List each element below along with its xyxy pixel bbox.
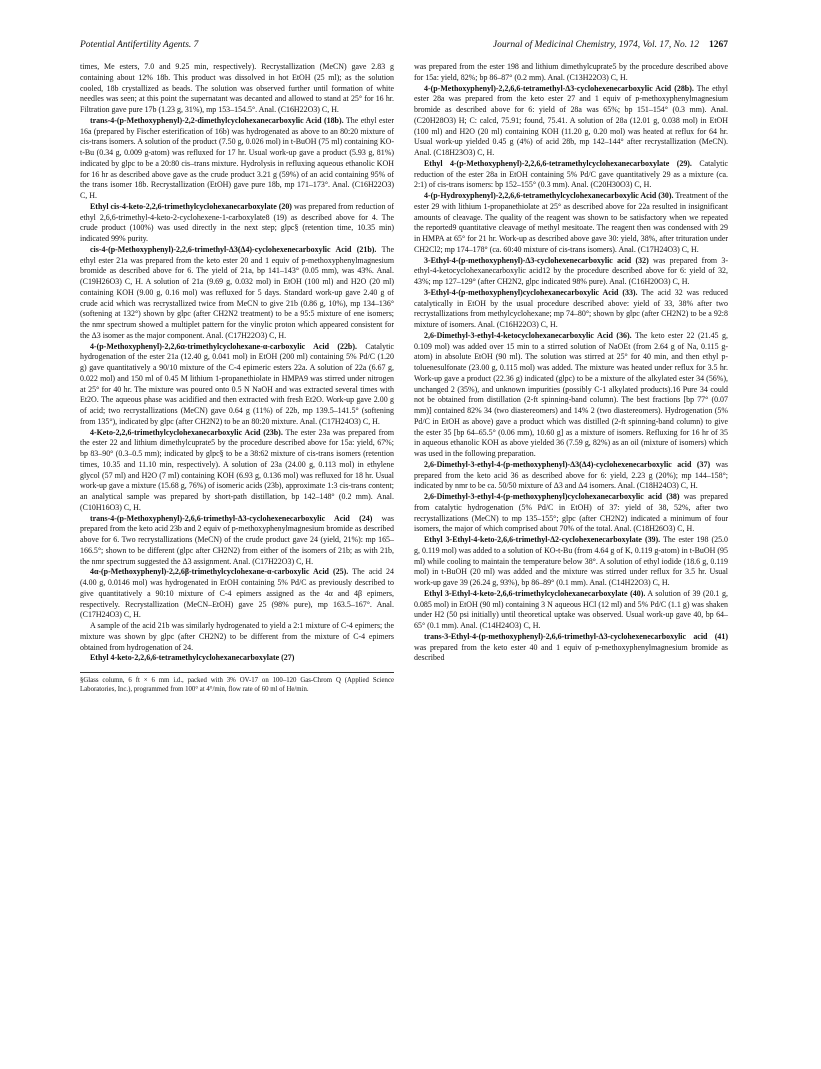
paragraph: Ethyl 3-Ethyl-4-keto-2,6,6-trimethylcyclohexanecarboxylate (40). A solution of 39 (20.1 g, 0.085 mol) in EtOH (90 ml) containing 3 N aqueous HCl (12 ml) and 5% Pd/C (1.1 g) was shaken under H2 (50 psi initially) until theoretical uptake was observed. Usual work-up gave 40, bp 64–65° (0.1 mm). Anal. (C14H24O3) C, H. — [414, 588, 728, 630]
page-number: 1267 — [709, 40, 728, 50]
compound-heading: Ethyl 3-Ethyl-4-keto-2,6,6-trimethylcyclohexanecarboxylate (40). — [424, 588, 646, 598]
compound-heading: trans-4-(p-Methoxyphenyl)-2,2-dimethylcyclohexanecarboxylic Acid (18b). — [90, 115, 344, 125]
compound-heading: Ethyl 4-(p-Methoxyphenyl)-2,2,6,6-tetramethylcyclohexanecarboxylate (29). — [424, 158, 692, 168]
compound-heading: 4-(p-Methoxyphenyl)-2,2,6α-trimethylcyclohexane-α-carboxylic Acid (22b). — [90, 341, 357, 351]
paragraph: trans-3-Ethyl-4-(p-methoxyphenyl)-2,6,6-trimethyl-Δ3-cyclohexenecarboxylic acid (41) was prepared from the keto ester 40 and 1 equiv of p-methoxyphenylmagnesium bromide as described — [414, 631, 728, 663]
paragraph: 3-Ethyl-4-(p-methoxyphenyl)-Δ3-cyclohexenecarboxylic acid (32) was prepared from 3-ethyl-4-ketocyclohexanecarboxylic acid12 by the procedure described above for 6: yield of 32, 43%; mp 127–129° (after CH2N2, glpc indicated 98% pure). Anal. (C16H20O3) C, H. — [414, 255, 728, 286]
paragraph: trans-4-(p-Methoxyphenyl)-2,6,6-trimethyl-Δ3-cyclohexenecarboxylic Acid (24) was prepared from the keto acid 23b and 2 equiv of p-methoxyphenylmagnesium bromide as described above for 6. Two recrystallizations (MeCN) of the crude product gave 24 (yield, 21%): mp 165–166.5°; shown to be different (glpc after CH2N2) from either of the isomers of 21b; as with 21b, the nmr spectrum suggested the Δ3 assignment. Anal. (C17H22O3) C, H. — [80, 513, 395, 566]
paragraph: 4-(p-Methoxyphenyl)-2,2,6α-trimethylcyclohexane-α-carboxylic Acid (22b). Catalytic hydrogenation of the ester 21a (12.40 g, 0.041 mol) in EtOH (200 ml) containing 5% Pd/C (1.20 g) gave quantitatively a 90/10 mixture of the C-4 epimeric esters 22a. A solution of 22a (6.67 g, 0.022 mol) and 150 ml of 0.45 M lithium 1-propanethiolate in HMPA9 was stirred under nitrogen at 25° for 40 hr. The mixture was poured onto 0.5 N NaOH and was extracted several times with Et2O. The aqueous phase was acidified and then extracted with fresh Et2O. Work-up gave 2.00 g of acid; two recrystallizations (MeCN) gave 0.64 g (11%) of 22b, mp 139.5–141.5° (softening from 135°), indicated by glpc (after CH2N2) to be an 80:20 mixture. Anal. (C17H24O3) C, H. — [80, 341, 394, 426]
paragraph: cis-4-(p-Methoxyphenyl)-2,2,6-trimethyl-Δ3(Δ4)-cyclohexenecarboxylic Acid (21b). The ethyl ester 21a was prepared from the keto ester 20 and 1 equiv of p-methoxyphenylmagnesium bromide as described above for 6. The yield of 21a, bp 141–143° (0.05 mm), was 43%. Anal. (C19H26O3) C, H. A solution of 21a (9.69 g, 0.032 mol) in EtOH (100 ml) and H2O (20 ml) containing KOH (9.00 g, 0.16 mol) was refluxed for 5 days. Standard work-up gave 2.40 g of crude acid which was recrystallized twice from MeCN to give 21b (0.86 g, 10%), mp 134–136° (softening at 132°) shown by glpc (after CH2N2 treatment) to be a 95:5 mixture of ene isomers; the nmr spectrum showed a multiplet pattern for the vinylic proton which appeared consistent for the Δ3 isomer as the major component. Anal. (C17H22O3) C, H. — [80, 244, 394, 340]
compound-heading: 2,6-Dimethyl-3-ethyl-4-(p-methoxyphenyl)cyclohexanecarboxylic acid (38) — [424, 492, 680, 501]
paragraph: times, Me esters, 7.0 and 9.25 min, respectively). Recrystallization (MeCN) gave 2.83 g containing about 12% 18b. This product was dissolved in hot EtOH (25 ml); as the solution cooled, 18b crystallized as beads. The solution was observed further until formation of white needles was seen; at this point the supernatant was decanted and allowed to stand at 25° for 16 hr. Filtration gave pure 17b (1.23 g, 31%), mp 153–154.5°. Anal. (C16H22O3) C, H. — [80, 62, 394, 114]
paragraph: Ethyl 3-Ethyl-4-keto-2,6,6-trimethyl-Δ2-cyclohexenecarboxylate (39). The ester 198 (25.0 g, 0.119 mol) was added to a solution of KO-t-Bu (from 4.64 g of K, 0.119 g-atom) in t-BuOH (95 ml) while cooling to maintain the temperature below 38°. A solution of ethyl iodide (18.6 g, 0.119 mol) in t-BuOH (20 ml) was added and the mixture was stirred under reflux for 3.5 hr. Usual work-up gave 39 (26.24 g, 93%), bp 86–89° (0.1 mm). Anal. (C14H22O3) C, H. — [414, 535, 729, 587]
paragraph: 3-Ethyl-4-(p-methoxyphenyl)cyclohexanecarboxylic Acid (33). The acid 32 was reduced catalytically in EtOH by the usual procedure described above: yield of 33, 38% after two recrystallizations from methylcyclohexane; mp 74–80°; shown by glpc (after CH2N2) to be a 92:8 mixture of isomers. Anal. (C16H22O3) C, H. — [414, 287, 728, 329]
paragraph: Ethyl 4-(p-Methoxyphenyl)-2,2,6,6-tetramethylcyclohexanecarboxylate (29). Catalytic reduction of the ester 28a in EtOH containing 5% Pd/C gave quantitatively 29 as a mixture (ca. 2:1) of cis-trans isomers: bp 152–155° (0.3 mm). Anal. (C20H30O3) C, H. — [414, 158, 728, 190]
paragraph: was prepared from the ester 198 and lithium dimethylcuprate5 by the procedure described above for 15a: yield, 82%; bp 86–87° (0.2 mm). Anal. (C13H22O3) C, H. — [414, 62, 728, 82]
compound-heading: 3-Ethyl-4-(p-methoxyphenyl)cyclohexanecarboxylic Acid (33). — [424, 287, 638, 297]
compound-heading: 4α-(p-Methoxyphenyl)-2,2,6β-trimethylcyclohexane-α-carboxylic Acid (25). — [90, 567, 349, 577]
paragraph: 4-(p-Hydroxyphenyl)-2,2,6,6-tetramethylcyclohexanecarboxylic Acid (30). Treatment of the ester 29 with lithium 1-propanethiolate at 25° as described above for 22a resulted in insignificant amounts of cleavage. The quality of the reagent was shown to be satisfactory when we repeated the reported9 quantitative cleavage of methyl mesitoate. The reagent then was condensed with 29 in HMPA at 65° for 21 hr. Work-up as described above gave 30: yield, 38%, after trituration under CH2Cl2; mp 174–178° (ca. 60:40 mixture of cis-trans isomers). Anal. (C17H24O3) C, H. — [414, 191, 728, 254]
compound-heading: cis-4-(p-Methoxyphenyl)-2,2,6-trimethyl-Δ3(Δ4)-cyclohexenecarboxylic Acid (21b). — [90, 244, 377, 254]
paragraph: A sample of the acid 21b was similarly hydrogenated to yield a 2:1 mixture of C-4 epimers; the mixture was shown by glpc (after CH2N2) to be different from the mixture of C-4 epimers obtained from hydrogenation of 24. — [80, 621, 394, 652]
compound-heading: Ethyl 4-keto-2,2,6,6-tetramethylcyclohexanecarboxylate (27) — [90, 653, 295, 663]
paragraph: 2,6-Dimethyl-3-ethyl-4-ketocyclohexanecarboxylic Acid (36). The keto ester 22 (21.45 g, 0.109 mol) was added over 15 min to a stirred solution of NaOEt (from 2.64 g of Na, 0.115 g-atom) in absolute EtOH (90 ml). The solution was stirred at 25° for 40 min, and then ethyl p-toluenesulfonate (23.00 g, 0.115 mol) was added. The mixture was heated under reflux for 3.5 hr. Work-up gave a product (22.36 g) indicated (glpc) to be a mixture of the alkylated ester 34 (56%), unchanged 2 (35%), and unknown impurities (possibly C-1 alkylated products).16 Pure 34 could not be obtained from distillation (2-ft spinning-band column). The best fractions [bp 77° (0.07 mm)] contained 82% 34 (two diastereomers) and 14% 2 (two diastereomers). Hydrogenation (5% Pd/C in EtOH as above) gave a product which was distilled (2-ft spinning-band column) to give the ester 35 [bp 64–65.5° (0.06 mm), 10.60 g] as a mixture of isomers. Refluxing for 16 hr of 35 in aqueous ethanolic KOH as above yielded 36 (7.59 g, 82%) as an oil (mixture of isomers) which was used in the following preparation. — [414, 330, 728, 458]
compound-heading: 3-Ethyl-4-(p-methoxyphenyl)-Δ3-cyclohexenecarboxylic acid (32) — [424, 255, 649, 265]
footnote: §Glass column, 6 ft × 6 mm i.d., packed with 3% OV-17 on 100–120 Gas-Chrom Q (Applied Science Laboratories, Inc.), programmed from 100° at 4°/min, flow rate of 60 ml of He/min. — [80, 672, 394, 694]
compound-heading: trans-4-(p-Methoxyphenyl)-2,6,6-trimethyl-Δ3-cyclohexenecarboxylic Acid (24) — [90, 513, 373, 523]
compound-heading: 2,6-Dimethyl-3-ethyl-4-(p-methoxyphenyl)-Δ3(Δ4)-cyclohexenecarboxylic acid (37) — [424, 459, 711, 469]
compound-heading: 4-(p-Hydroxyphenyl)-2,2,6,6-tetramethylcyclohexanecarboxylic Acid (30). — [424, 191, 674, 200]
paragraph: 2,6-Dimethyl-3-ethyl-4-(p-methoxyphenyl)cyclohexanecarboxylic acid (38) was prepared from catalytic hydrogenation (5% Pd/C in EtOH) of 37: yield of 38, 52%, after two recrystallizations (MeCN) to mp 135–155°; glpc (after CH2N2) indicated a minimum of four isomers, the major of which comprised about 70% of the total. Anal. (C18H26O3) C, H. — [414, 492, 729, 534]
journal-citation — [493, 40, 728, 50]
paragraph — [80, 653, 394, 664]
paragraph: Ethyl cis-4-keto-2,2,6-trimethylcyclohexanecarboxylate (20) was prepared from reduction of ethyl 2,6,6-trimethyl-4-keto-2-cyclohexene-1-carboxylate8 (19) as described above for 4. The crude product (100%) was used directly in the next step; glpc§ (retention time, 10.35 min) indicated 99% purity. — [80, 201, 395, 243]
right-column — [414, 62, 728, 694]
paragraph: 4-Keto-2,2,6-trimethylcyclohexanecarboxylic Acid (23b). The ester 23a was prepared from the ester 22 and lithium dimethylcuprate5 by the procedure described above for 15a: yield, 67%; bp 83–90° (0.3–0.5 mm); indicated by glpc§ to be a 38:62 mixture of cis-trans isomers (retention times, 10.35 and 11.10 min, respectively). A solution of 23a (24.00 g, 0.113 mol) in ethylene glycol (57 ml) and H2O (7 ml) containing KOH (6.93 g, 0.136 mol) was refluxed for 18 hr. Usual work-up gave a mixture (15.68 g, 76%) of isomeric acids (23b), approximate 1:3 cis-trans content; an analytical sample was prepared by short-path distillation, bp 142–148° (0.2 mm). Anal. (C10H16O3) C, H. — [80, 427, 395, 512]
compound-heading: 2,6-Dimethyl-3-ethyl-4-ketocyclohexanecarboxylic Acid (36). — [424, 330, 632, 340]
compound-heading: trans-3-Ethyl-4-(p-methoxyphenyl)-2,6,6-trimethyl-Δ3-cyclohexenecarboxylic acid (41) — [424, 631, 728, 641]
journal-name: Journal of Medicinal Chemistry, 1974, Vol. 17, No. 12 — [492, 40, 699, 50]
paragraph: 4-(p-Methoxyphenyl)-2,2,6,6-tetramethyl-Δ3-cyclohexenecarboxylic Acid (28b). The ethyl ester 28a was prepared from the keto ester 27 and 1 equiv of p-methoxyphenylmagnesium bromide as described above for 6: yield of 28a was 65%; bp 151–154° (0.3 mm). Anal. (C20H28O3) H; C: calcd, 75.91; found, 75.41. A solution of 28a (12.01 g, 0.038 mol) in EtOH (100 ml) and H2O (20 ml) containing KOH (11.20 g, 0.20 mol) was heated at reflux for 64 hr. Usual work-up yielded 0.45 g (4%) of acid 28b, mp 142–144° after recrystallization (MeCN). Anal. (C18H23O3) C, H. — [414, 83, 729, 157]
compound-heading: 4-(p-Methoxyphenyl)-2,2,6,6-tetramethyl-Δ3-cyclohexenecarboxylic Acid (28b). — [424, 83, 694, 93]
left-column — [80, 62, 394, 694]
paragraph: 2,6-Dimethyl-3-ethyl-4-(p-methoxyphenyl)-Δ3(Δ4)-cyclohexenecarboxylic acid (37) was prepared from the keto acid 36 as described above for 6: yield, 2.23 g (20%); mp 144–158°; indicated by nmr to be ca. 50/50 mixture of Δ3 and Δ4 isomers. Anal. (C18H24O3) C, H. — [414, 459, 728, 491]
compound-heading: 4-Keto-2,2,6-trimethylcyclohexanecarboxylic Acid (23b). — [90, 427, 283, 437]
compound-heading: Ethyl 3-Ethyl-4-keto-2,6,6-trimethyl-Δ2-cyclohexenecarboxylate (39). — [424, 535, 661, 544]
running-title: Potential Antifertility Agents. 7 — [80, 40, 199, 50]
paragraph: 4α-(p-Methoxyphenyl)-2,2,6β-trimethylcyclohexane-α-carboxylic Acid (25). The acid 24 (4.00 g, 0.0146 mol) was hydrogenated in EtOH containing 5% Pd/C as previously described to give quantitatively a 90:10 mixture of C-4 epimers assigned as the 4α and 4β epimers, respectively. Recrystallization (MeCN–EtOH) gave 25 (98% pure), mp 163.5–167°. Anal. (C17H24O3) C, H. — [80, 567, 394, 620]
body-columns — [80, 62, 728, 694]
paragraph: trans-4-(p-Methoxyphenyl)-2,2-dimethylcyclohexanecarboxylic Acid (18b). The ethyl ester 16a (prepared by Fischer esterification of 16b) was hydrogenated as above to an 80:20 mixture of cis-trans isomers. A solution of the product (7.50 g, 0.026 mol) in t-BuOH (75 ml) containing KO-t-Bu (0.34 g, 0.009 g-atom) was refluxed for 17 hr. Usual work-up gave a product (5.93 g, 81%) indicated by glpc to be a 20:80 cis–trans mixture. Hydrolysis in refluxing aqueous ethanolic KOH for 16 hr as described above gave as the crude product 3.21 g (59%) of an acid containing 95% of the trans isomer 18b. Recrystallization (EtOH) gave pure 18b, mp 171–173°. Anal. (C16H22O3) C, H. — [80, 115, 395, 200]
compound-heading: Ethyl cis-4-keto-2,2,6-trimethylcyclohexanecarboxylate (20) — [90, 201, 292, 211]
running-header — [80, 40, 728, 50]
